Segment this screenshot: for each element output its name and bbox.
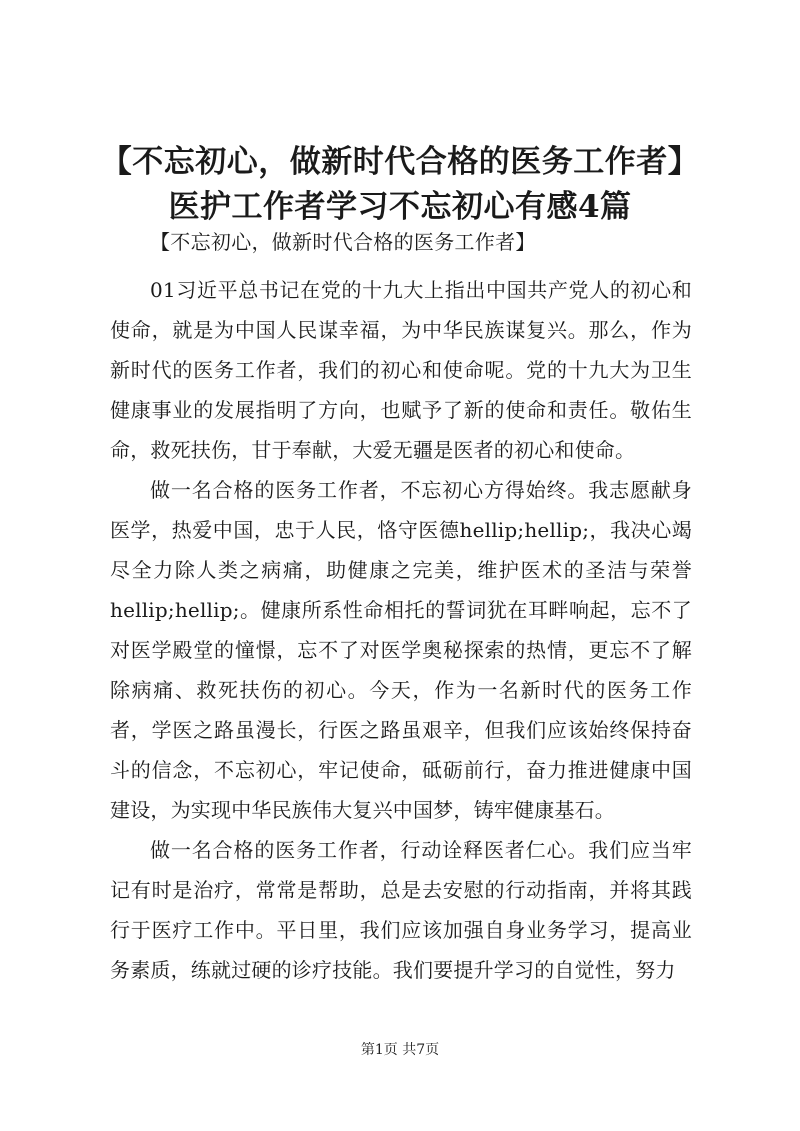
document-body	[110, 270, 692, 990]
section-subtitle: 【不忘初心，做新时代合格的医务工作者】	[150, 230, 536, 254]
page-footer: 第1页 共7页	[360, 1042, 440, 1058]
paragraph-2: 做一名合格的医务工作者，不忘初心方得始终。我志愿献身医学，热爱中国，忠于人民，恪守医德hellip;hellip;，我决心竭尽全力除人类之病痛，助健康之完美，维护医术的圣洁与荣誉hellip;hellip;。健康所系性命相托的誓词犹在耳畔响起，忘不了对医学殿堂的憧憬，忘不了对医学奥秘探索的热情，更忘不了解除病痛、救死扶伤的初心。今天，作为一名新时代的医务工作者，学医之路虽漫长，行医之路虽艰辛，但我们应该始终保持奋斗的信念，不忘初心，牢记使命，砥砺前行，奋力推进健康中国建设，为实现中华民族伟大复兴中国梦，铸牢健康基石。	[110, 478, 692, 822]
document-title: 【不忘初心，做新时代合格的医务工作者】医护工作者学习不忘初心有感4篇	[100, 144, 700, 225]
paragraph-3: 做一名合格的医务工作者，行动诠释医者仁心。我们应当牢记有时是治疗，常常是帮助，总是去安慰的行动指南，并将其践行于医疗工作中。平日里，我们应该加强自身业务学习，提高业务素质，练就过硬的诊疗技能。我们要提升学习的自觉性，努力	[110, 838, 692, 982]
paragraph-1: 01习近平总书记在党的十九大上指出中国共产党人的初心和使命，就是为中国人民谋幸福，为中华民族谋复兴。那么，作为新时代的医务工作者，我们的初心和使命呢。党的十九大为卫生健康事业的发展指明了方向，也赋予了新的使命和责任。敬佑生命，救死扶伤，甘于奉献，大爱无疆是医者的初心和使命。	[110, 278, 692, 462]
